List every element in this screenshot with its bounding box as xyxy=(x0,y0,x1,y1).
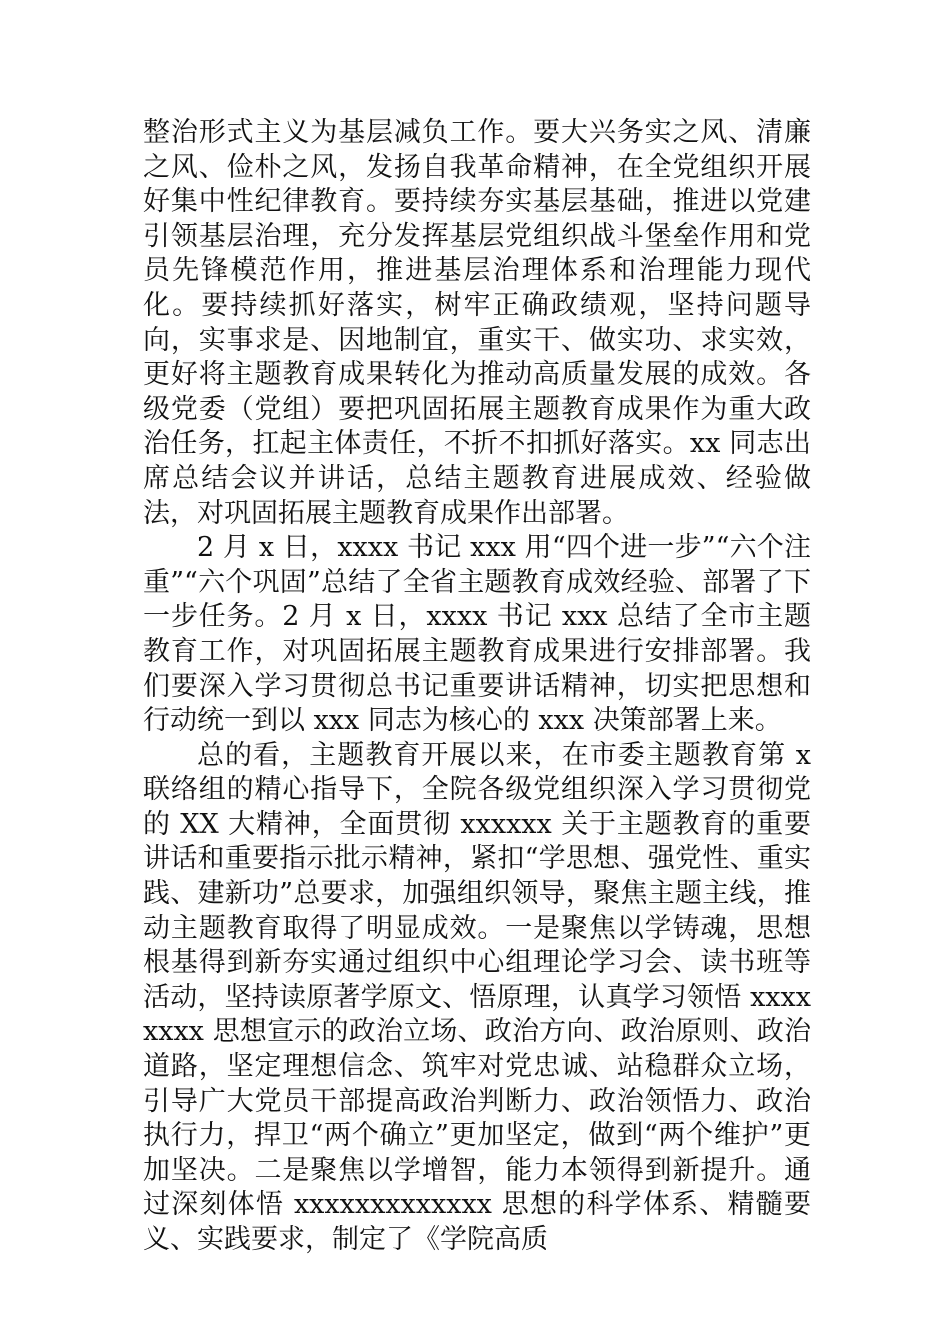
paragraph-2: 2 月 x 日，xxxx 书记 xxx 用“四个进一步”“六个注重”“六个巩固”总结了全省主题教育成效经验、部署了下一步任务。2 月 x 日，xxxx 书记 xxx 总结了全市主题教育工作，对巩固拓展主题教育成果进行安排部署。我们要深入学习贯彻总书记重要讲话精神，切实把思想和行动统一到以 xxx 同志为核心的 xxx 决策部署上来。 xyxy=(143,532,811,737)
paragraph-3: 总的看，主题教育开展以来，在市委主题教育第 x 联络组的精心指导下，全院各级党组织深入学习贯彻党的 XX 大精神，全面贯彻 xxxxxx 关于主题教育的重要讲话和重要指示批示精神，紧扣“学思想、强党性、重实践、建新功”总要求，加强组织领导，聚焦主题主线，推动主题教育取得了明显成效。一是聚焦以学铸魂，思想根基得到新夯实通过组织中心组理论学习会、读书班等活动，坚持读原著学原文、悟原理，认真学习领悟 xxxxxxxx 思想宣示的政治立场、政治方向、政治原则、政治道路，坚定理想信念、筑牢对党忠诚、站稳群众立场，引导广大党员干部提高政治判断力、政治领悟力、政治执行力，捍卫“两个确立”更加坚定，做到“两个维护”更加坚决。二是聚焦以学增智，能力本领得到新提升。通过深刻体悟 xxxxxxxxxxxxx 思想的科学体系、精髓要义、实践要求，制定了《学院高质 xyxy=(143,739,811,1255)
paragraph-1: 整治形式主义为基层减负工作。要大兴务实之风、清廉之风、俭朴之风，发扬自我革命精神，在全党组织开展好集中性纪律教育。要持续夯实基层基础，推进以党建引领基层治理，充分发挥基层党组织战斗堡垒作用和党员先锋模范作用，推进基层治理体系和治理能力现代化。要持续抓好落实，树牢正确政绩观，坚持问题导向，实事求是、因地制宜，重实干、做实功、求实效，更好将主题教育成果转化为推动高质量发展的成效。各级党委（党组）要把巩固拓展主题教育成果作为重大政治任务，扛起主体责任，不折不扣抓好落实。xx 同志出席总结会议并讲话，总结主题教育进展成效、经验做法，对巩固拓展主题教育成果作出部署。 xyxy=(143,117,811,529)
document-page xyxy=(143,116,811,1258)
